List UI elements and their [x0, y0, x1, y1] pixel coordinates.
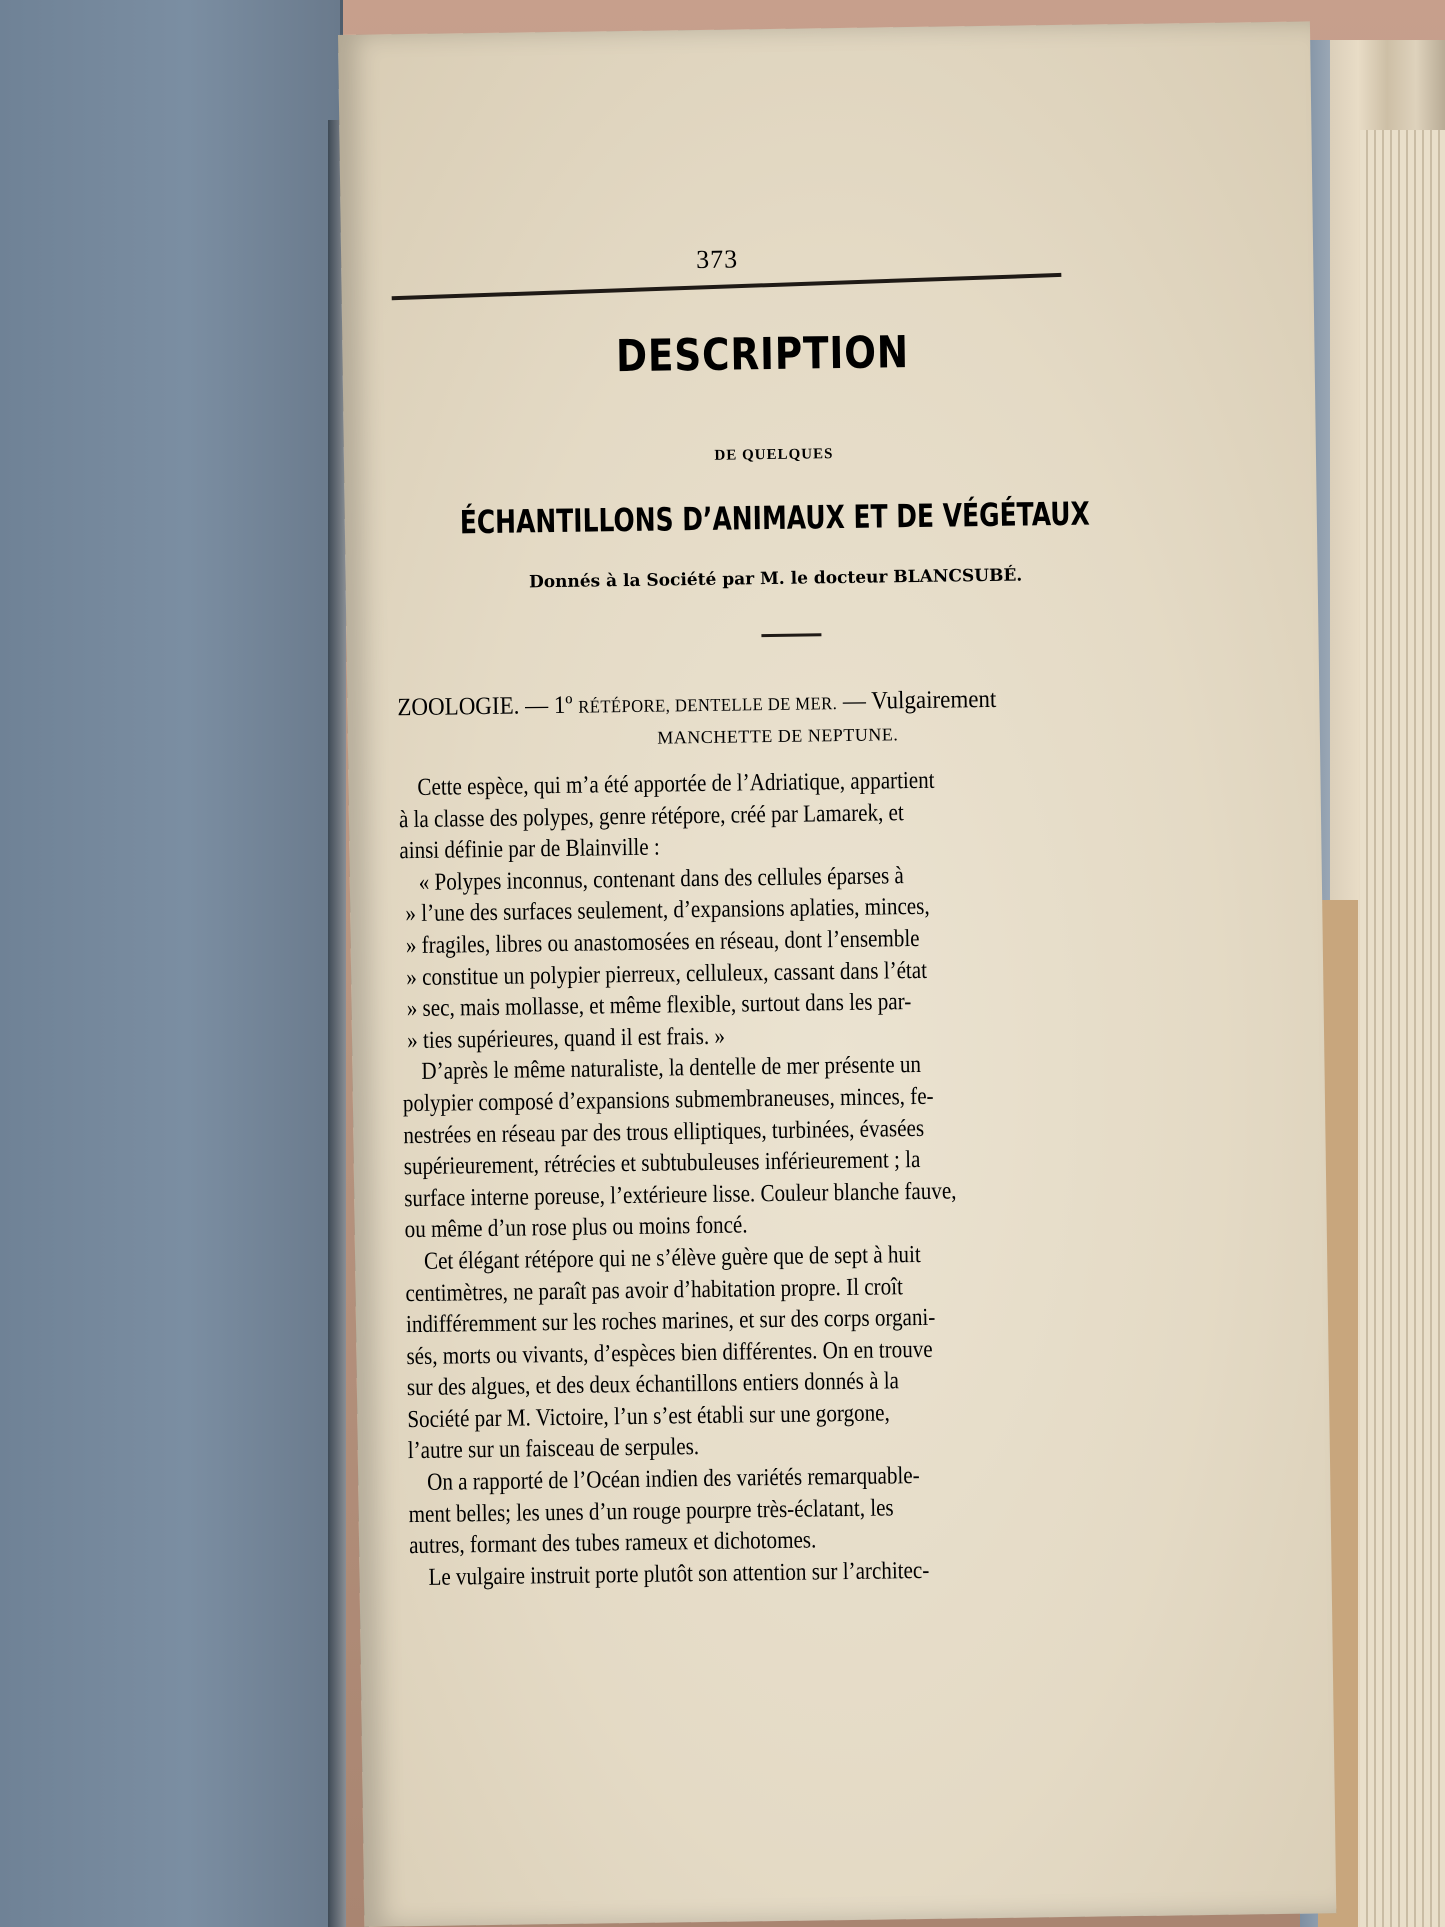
text-line: supérieurement, rétrécies et subtubuleuses inférieurement ; la: [403, 1146, 921, 1181]
section-lead: ZOOLOGIE. — 1º: [397, 691, 573, 722]
text-line: » l’une des surfaces seulement, d’expansions aplaties, minces,: [405, 893, 930, 928]
section-heading: [397, 685, 1032, 722]
text-line: « Polypes inconnus, contenant dans des cellules éparses à: [418, 861, 904, 896]
section-tail: — Vulgairement: [842, 685, 997, 716]
book-page: [338, 21, 1336, 1926]
text-line: surface interne poreuse, l’extérieure lisse. Couleur blanche fauve,: [404, 1177, 957, 1212]
text-line: polypier composé d’expansions submembraneuses, minces, fe-: [402, 1082, 934, 1118]
text-line: à la classe des polypes, genre rétépore, créé par Lamarek, et: [398, 798, 904, 833]
section-name: RÉTÉPORE, DENTELLE DE MER.: [578, 693, 838, 717]
body-text: [398, 762, 1109, 1593]
text-line: Cet élégant rétépore qui ne s’élève guère que de sept à huit: [423, 1240, 921, 1275]
page-number: 373: [695, 244, 739, 275]
text-line: ment belles; les unes d’un rouge pourpre très-éclatant, les: [408, 1494, 894, 1528]
text-line: Cette espèce, qui m’a été apportée de l’Adriatique, appartient: [417, 766, 935, 801]
section-subheading: MANCHETTE DE NEPTUNE.: [657, 724, 899, 748]
text-line: sés, morts ou vivants, d’espèces bien différentes. On en trouve: [406, 1335, 933, 1370]
text-line: sur des algues, et des deux échantillons entiers donnés à la: [406, 1367, 900, 1402]
text-line: ainsi définie par de Blainville :: [399, 833, 660, 865]
subtitle-main: ÉCHANTILLONS D’ANIMAUX ET DE VÉGÉTAUX: [459, 494, 1091, 542]
text-line: » ties supérieures, quand il est frais. »: [407, 1022, 726, 1054]
book-cover: [0, 0, 343, 1927]
text-line: Société par M. Victoire, l’un s’est établi sur une gorgone,: [407, 1399, 890, 1434]
text-line: l’autre sur un faisceau de serpules.: [407, 1433, 700, 1465]
text-line: » fragiles, libres ou anastomosées en réseau, dont l’ensemble: [405, 924, 920, 960]
text-line: indifféremment sur les roches marines, et sur des corps organi-: [405, 1303, 936, 1339]
page-title: DESCRIPTION: [615, 327, 910, 383]
text-line: nestrées en réseau par des trous elliptiques, turbinées, évasées: [403, 1114, 925, 1149]
text-line: » sec, mais mollasse, et même flexible, surtout dans les par-: [406, 988, 912, 1023]
subtitle-small: DE QUELQUES: [714, 446, 834, 464]
text-line: autres, formant des tubes rameux et dichotomes.: [408, 1526, 817, 1560]
text-line: ou même d’un rose plus ou moins foncé.: [404, 1211, 748, 1244]
header-rule: [392, 273, 1062, 300]
text-line: On a rapporté de l’Océan indien des variétés remarquable-: [426, 1462, 920, 1496]
text-line: centimètres, ne paraît pas avoir d’habitation propre. Il croît: [405, 1272, 904, 1307]
byline: Donnés à la Société par M. le docteur BLANCSUBÉ.: [528, 565, 1023, 593]
separator: [761, 633, 821, 637]
text-line: » constitue un polypier pierreux, celluleux, cassant dans l’état: [406, 956, 928, 991]
text-line: D’après le même naturaliste, la dentelle de mer présente un: [421, 1051, 922, 1086]
text-line: Le vulgaire instruit porte plutôt son attention sur l’architec-: [428, 1556, 930, 1591]
